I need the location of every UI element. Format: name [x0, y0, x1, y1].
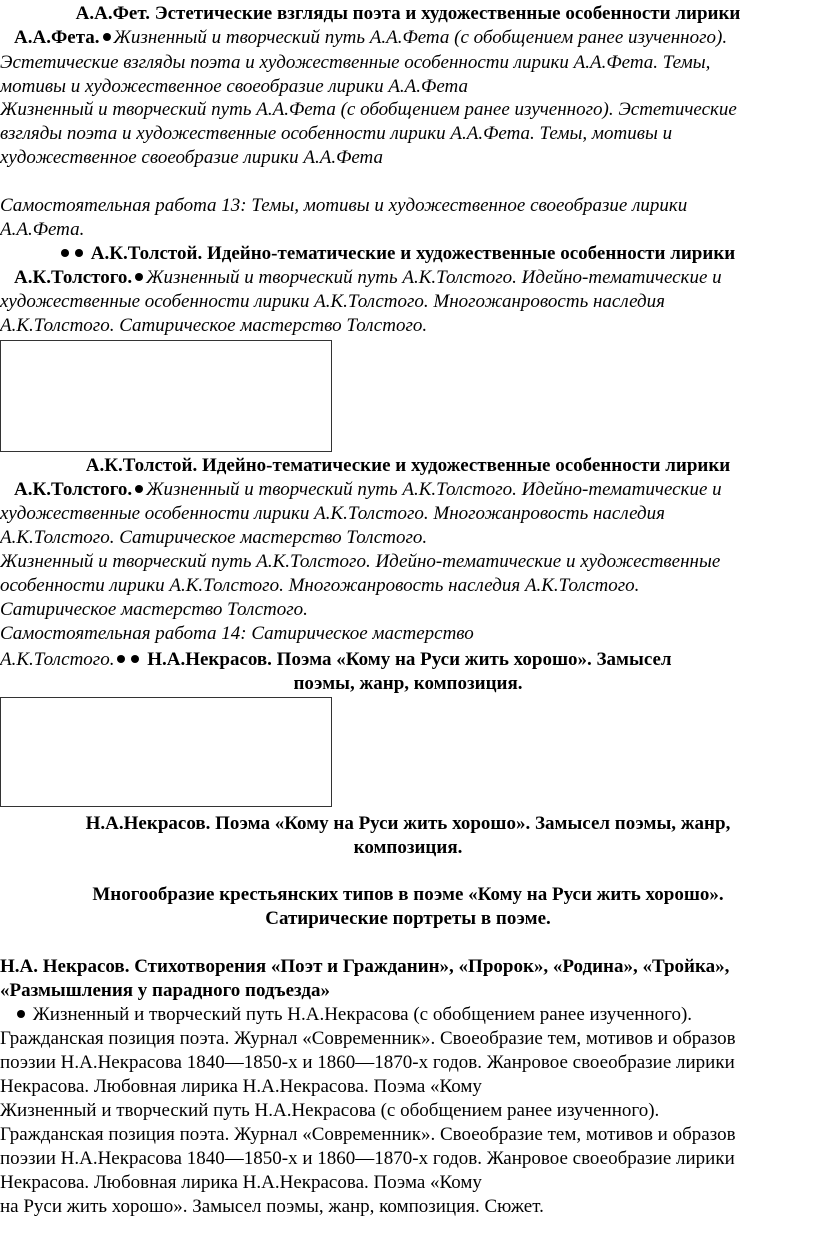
text-span: Н.А.Некрасов. Поэма «Кому на Руси жить хорошо». Замысел поэмы, жанр, [85, 813, 731, 834]
line-nekrasov-heading [0, 648, 816, 672]
text-span: художественные особенности лирики А.К.Толстого. Многожанровость наследия [0, 291, 665, 312]
text-line [0, 1123, 816, 1147]
fet-name: А.А.Фета. [14, 27, 100, 48]
bullet-icon [17, 1010, 25, 1018]
assignment-14 [0, 622, 816, 646]
text-line [0, 122, 816, 146]
text-span: А.К.Толстого. Сатирическое мастерство Толстого. [0, 315, 428, 336]
text-span: Жизненный и творческий путь Н.А.Некрасова (с обобщением ранее изученного). [32, 1004, 693, 1025]
text-span: Самостоятельная работа 14: Сатирическое мастерство [0, 623, 474, 644]
nekrasov-heading-text: Н.А.Некрасов. Поэма «Кому на Руси жить хорошо». Замысел [147, 649, 672, 670]
text-line [0, 672, 816, 696]
text-line [0, 836, 816, 860]
text-span: Гражданская позиция поэта. Журнал «Современник». Своеобразие тем, мотивов и образов [0, 1124, 736, 1145]
heading-nekrasov-2 [0, 812, 816, 836]
tolstoy-name: А.К.Толстого. [14, 267, 133, 288]
text-span: мотивы и художественное своеобразие лирики А.А.Фета [0, 76, 468, 97]
text-span: на Руси жить хорошо». Замысел поэмы, жанр, композиция. Сюжет. [0, 1196, 544, 1217]
text-span: художественные особенности лирики А.К.Толстого. Многожанровость наследия [0, 503, 665, 524]
heading-tolstoy-2-text: А.К.Толстой. Идейно-тематические и художественные особенности лирики [85, 455, 731, 476]
line-tolstoy-name [0, 266, 816, 290]
text-line [0, 979, 816, 1003]
text-span: особенности лирики А.К.Толстого. Многожанровость наследия А.К.Толстого. [0, 575, 640, 596]
text-line [0, 75, 816, 99]
text-line [0, 502, 816, 526]
bullet-icon [131, 655, 139, 663]
image-placeholder [0, 697, 332, 807]
text-line [0, 218, 816, 242]
heading-peasant-types [0, 883, 816, 907]
bullet-icon [117, 655, 125, 663]
text-span: поэзии Н.А.Некрасова 1840—1850-х и 1860—1870-х годов. Жанровое своеобразие лирики [0, 1148, 735, 1169]
text-line [0, 1027, 816, 1051]
text-span: Сатирические портреты в поэме. [265, 908, 551, 929]
tolstoy-name: А.К.Толстого. [14, 479, 133, 500]
text-span: Некрасова. Любовная лирика Н.А.Некрасова. Поэма «Кому [0, 1172, 482, 1193]
tolstoy-bio-text: Жизненный и творческий путь А.К.Толстого. Идейно-тематические и [146, 267, 722, 288]
heading-tolstoy [0, 242, 816, 266]
text-line [0, 51, 816, 75]
text-line [0, 1147, 816, 1171]
text-span: композиция. [353, 837, 463, 858]
text-span: художественное своеобразие лирики А.А.Фета [0, 147, 383, 168]
text-line [0, 550, 816, 574]
text-span: Эстетические взгляды поэта и художественные особенности лирики А.А.Фета. Темы, [0, 52, 711, 73]
text-line [0, 146, 816, 170]
text-line [0, 907, 816, 931]
bullet-icon [135, 273, 143, 281]
text-span: А.А.Фета. [0, 219, 85, 240]
text-span: Гражданская позиция поэта. Журнал «Современник». Своеобразие тем, мотивов и образов [0, 1028, 736, 1049]
heading-fet [0, 2, 816, 26]
text-line [0, 1171, 816, 1195]
text-line [0, 1051, 816, 1075]
text-span: Н.А. Некрасов. Стихотворения «Поэт и Гражданин», «Пророк», «Родина», «Тройка», [0, 956, 730, 977]
text-line [0, 314, 816, 338]
text-line [0, 1075, 816, 1099]
text-span: Жизненный и творческий путь А.К.Толстого. Идейно-тематические и художественные [0, 551, 721, 572]
text-span: взгляды поэта и художественные особенности лирики А.А.Фета. Темы, мотивы и [0, 123, 673, 144]
text-span: Сатирическое мастерство Толстого. [0, 599, 308, 620]
bullet-icon [61, 249, 69, 257]
assignment-13 [0, 194, 816, 218]
bullet-icon [135, 485, 143, 493]
tolstoy-bio-text: Жизненный и творческий путь А.К.Толстого. Идейно-тематические и [146, 479, 722, 500]
heading-tolstoy-2 [0, 454, 816, 478]
text-line [0, 1099, 816, 1123]
bullet-icon [103, 33, 111, 41]
bullet-icon [75, 249, 83, 257]
text-line [0, 1003, 816, 1027]
heading-nekrasov-poems [0, 955, 816, 979]
text-span: поэмы, жанр, композиция. [293, 673, 523, 694]
text-span: Некрасова. Любовная лирика Н.А.Некрасова. Поэма «Кому [0, 1076, 482, 1097]
fet-bio-text: Жизненный и творческий путь А.А.Фета (с обобщением ранее изученного). [113, 27, 728, 48]
text-span: «Размышления у парадного подъезда» [0, 980, 330, 1001]
text-span: Жизненный и творческий путь А.А.Фета (с обобщением ранее изученного). Эстетические [0, 99, 737, 120]
text-span: Многообразие крестьянских типов в поэме «Кому на Руси жить хорошо». [92, 884, 724, 905]
text-span: Жизненный и творческий путь Н.А.Некрасова (с обобщением ранее изученного). [0, 1100, 660, 1121]
text-line [0, 1195, 816, 1219]
text-line [0, 290, 816, 314]
text-line [0, 98, 816, 122]
text-span: поэзии Н.А.Некрасова 1840—1850-х и 1860—1870-х годов. Жанровое своеобразие лирики [0, 1052, 735, 1073]
line-tolstoy-name-2 [0, 478, 816, 502]
text-line [0, 574, 816, 598]
text-line [0, 526, 816, 550]
line-fet-name [0, 26, 816, 50]
heading-tolstoy-text: А.К.Толстой. Идейно-тематические и художественные особенности лирики [90, 243, 736, 264]
text-span: Самостоятельная работа 13: Темы, мотивы и художественное своеобразие лирики [0, 195, 688, 216]
text-span: А.К.Толстого. Сатирическое мастерство Толстого. [0, 527, 428, 548]
heading-fet-text: А.А.Фет. Эстетические взгляды поэта и художественные особенности лирики [75, 3, 741, 24]
text-line [0, 598, 816, 622]
image-placeholder [0, 340, 332, 452]
tolstoy-name-end: А.К.Толстого. [0, 649, 115, 670]
